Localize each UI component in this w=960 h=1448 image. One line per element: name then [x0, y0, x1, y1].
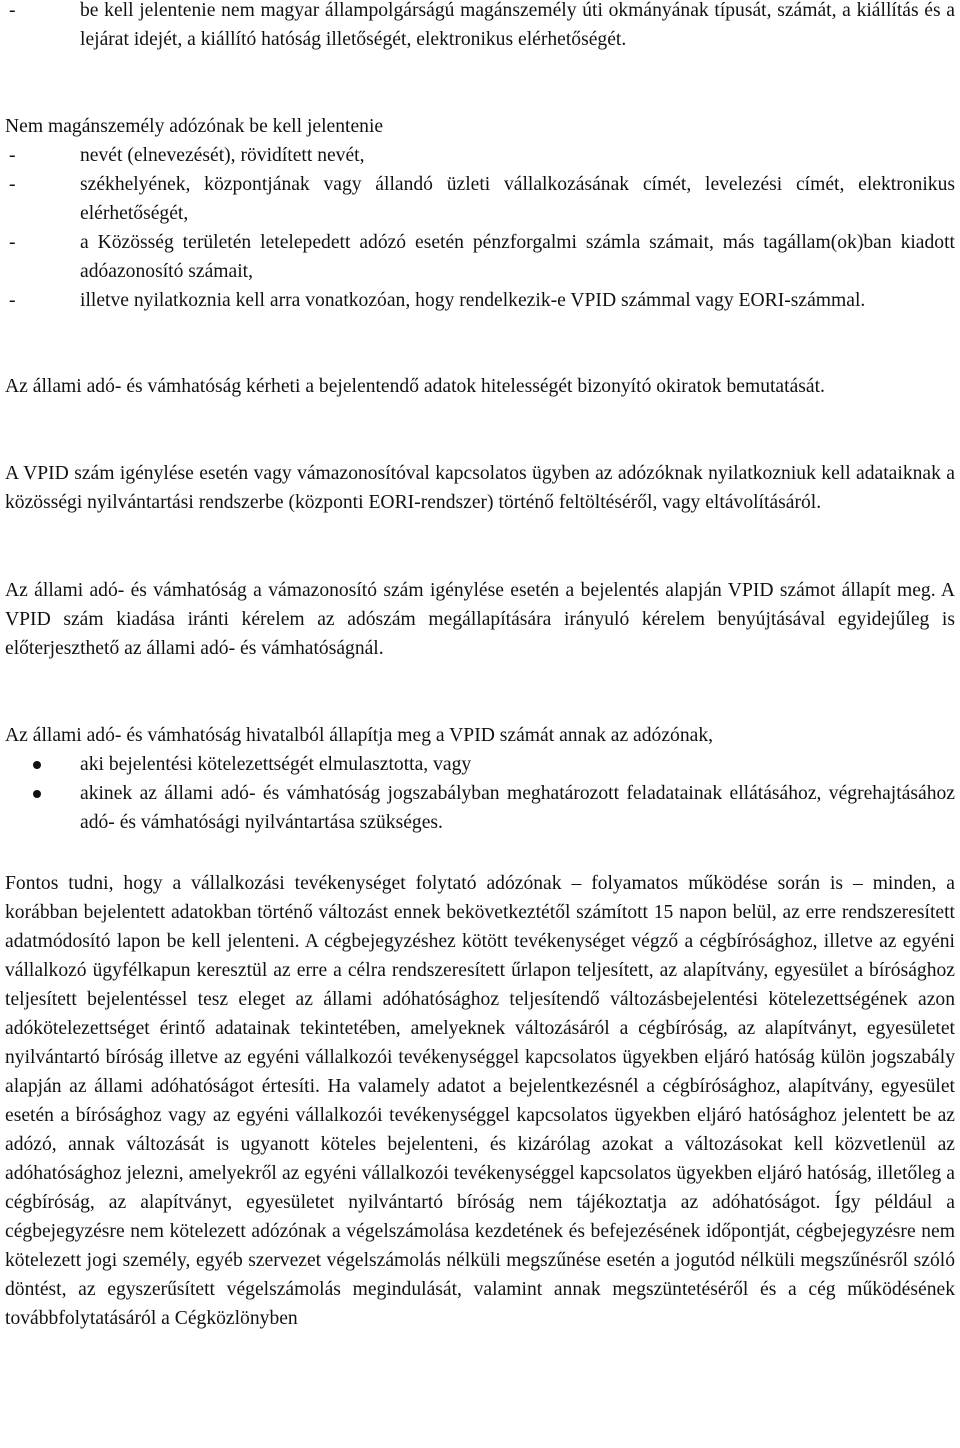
- top-list: [5, 0, 955, 54]
- paragraph-vpid-issuance: [5, 576, 955, 663]
- list-item: [5, 170, 955, 228]
- bullet-icon: [33, 761, 41, 769]
- list-item-text: illetve nyilatkoznia kell arra vonatkozóan, hogy rendelkezik-e VPID számmal vagy EORI-számmal.: [80, 290, 866, 311]
- list-item: [5, 228, 955, 286]
- list-dash: -: [9, 0, 16, 21]
- paragraph-change-reporting: [5, 869, 955, 1333]
- list-dash: -: [9, 290, 16, 311]
- paragraph-document-verification: [5, 372, 955, 401]
- list-item-text: be kell jelentenie nem magyar állampolgárságú magánszemély úti okmányának típusát, számát, a kiállítás és a lejárat idejét, a kiállító hatóság illetőségét, elektronikus elérhetőségét.: [80, 0, 955, 50]
- paragraph-text: Az állami adó- és vámhatóság a vámazonosító szám igénylése esetén a bejelentés alapján VPID számot állapít meg. A VPID szám kiadása iránti kérelem az adószám megállapítására irányuló kérelem benyújtásával egyidejűleg is előterjeszthető az állami adó- és vámhatóságnál.: [5, 580, 955, 659]
- paragraph-vpid-request: [5, 459, 955, 517]
- list-dash: -: [9, 232, 16, 253]
- paragraph-text: A VPID szám igénylése esetén vagy vámazonosítóval kapcsolatos ügyben az adózóknak nyilatkozniuk kell adataiknak a közösségi nyilvántartási rendszerbe (központi EORI-rendszer) történő feltöltéséről, vagy eltávolításáról.: [5, 463, 955, 513]
- list-dash: -: [9, 145, 16, 166]
- bullet-item: [5, 750, 955, 779]
- paragraph-intro: Az állami adó- és vámhatóság hivatalból állapítja meg a VPID számát annak az adózónak,: [5, 725, 714, 746]
- list-item-text: a Közösség területén letelepedett adózó esetén pénzforgalmi számla számait, más tagállam(ok)ban kiadott adóazonosító számait,: [80, 232, 955, 282]
- list-dash: -: [9, 174, 16, 195]
- paragraph-text: Fontos tudni, hogy a vállalkozási tevékenységet folytató adózónak – folyamatos működése során is – minden, a korábban bejelentett adatokban történő változást ennek bekövetkeztétől számított 15 napon belül, az erre rendszeresített adatmódosító lapon be kell jelenteni. A cégbejegyzéshez kötött tevékenységet végző a cégbírósághoz, illetve az egyéni vállalkozó ügyfélkapun keresztül az erre a célra rendszeresített űrlapon teljesített, az alapítvány, egyesület a bírósághoz teljesített bejelentéssel tesz eleget az állami adóhatósághoz teljesítendő változásbejelentési kötelezettségének azon adókötelezettséget érintő adatainak tekintetében, amelyeknek változásáról a cégbíróság, az alapítványt, egyesületet nyilvántartó bíróság illetve az egyéni vállalkozói tevékenységgel kapcsolatos ügyekben eljáró hatóság külön jogszabály alapján az állami adóhatóságot értesíti. Ha valamely adatot a bejelentkezésnél a cégbírósághoz, alapítvány, egyesület esetén a bírósághoz vagy az egyéni vállalkozói tevékenységgel kapcsolatos ügyekben eljáró hatósághoz jelentett be az adózó, annak változását is ugyanott köteles bejelenteni, és kizárólag azokat a változásokat kell közvetlenül az adóhatósághoz jelezni, amelyekről az egyéni vállalkozói tevékenységgel kapcsolatos ügyekben eljáró hatóság, illetőleg a cégbíróság, az alapítványt, egyesületet nyilvántartó bíróság nem tájékoztatja az adóhatóságot. Így például a cégbejegyzésre nem kötelezett adózónak a végelszámolása kezdetének és befejezésének időpontját, cégbejegyzésre nem kötelezett jogi személy, egyéb szervezet végelszámolás nélküli megszűnése esetén a jogutód nélküli megszűnésről szóló döntést, az egyszerűsített végelszámolás megindulását, valamint annak megszüntetéséről és a cég működésének továbbfolytatásáról a Cégközlönyben: [5, 873, 955, 1329]
- bullet-item: [5, 779, 955, 837]
- list-item: [5, 141, 955, 170]
- list-item-text: nevét (elnevezését), rövidített nevét,: [80, 145, 365, 166]
- bullet-text: akinek az állami adó- és vámhatóság jogszabályban meghatározott feladatainak ellátásához, végrehajtásához adó- és vámhatósági nyilvántartása szükséges.: [80, 783, 955, 833]
- bullet-text: aki bejelentési kötelezettségét elmulasztotta, vagy: [80, 754, 472, 775]
- list-item: [5, 286, 955, 315]
- non-private-section: [5, 112, 955, 315]
- list-item: [5, 0, 955, 54]
- bullet-icon: [33, 790, 41, 798]
- list-item-text: székhelyének, központjának vagy állandó üzleti vállalkozásának címét, levelezési címét, elektronikus elérhetőségét,: [80, 174, 955, 224]
- paragraph-text: Az állami adó- és vámhatóság kérheti a bejelentendő adatok hitelességét bizonyító okiratok bemutatását.: [5, 376, 825, 397]
- section-intro: Nem magánszemély adózónak be kell jelentenie: [5, 116, 384, 137]
- paragraph-vpid-official: [5, 721, 955, 837]
